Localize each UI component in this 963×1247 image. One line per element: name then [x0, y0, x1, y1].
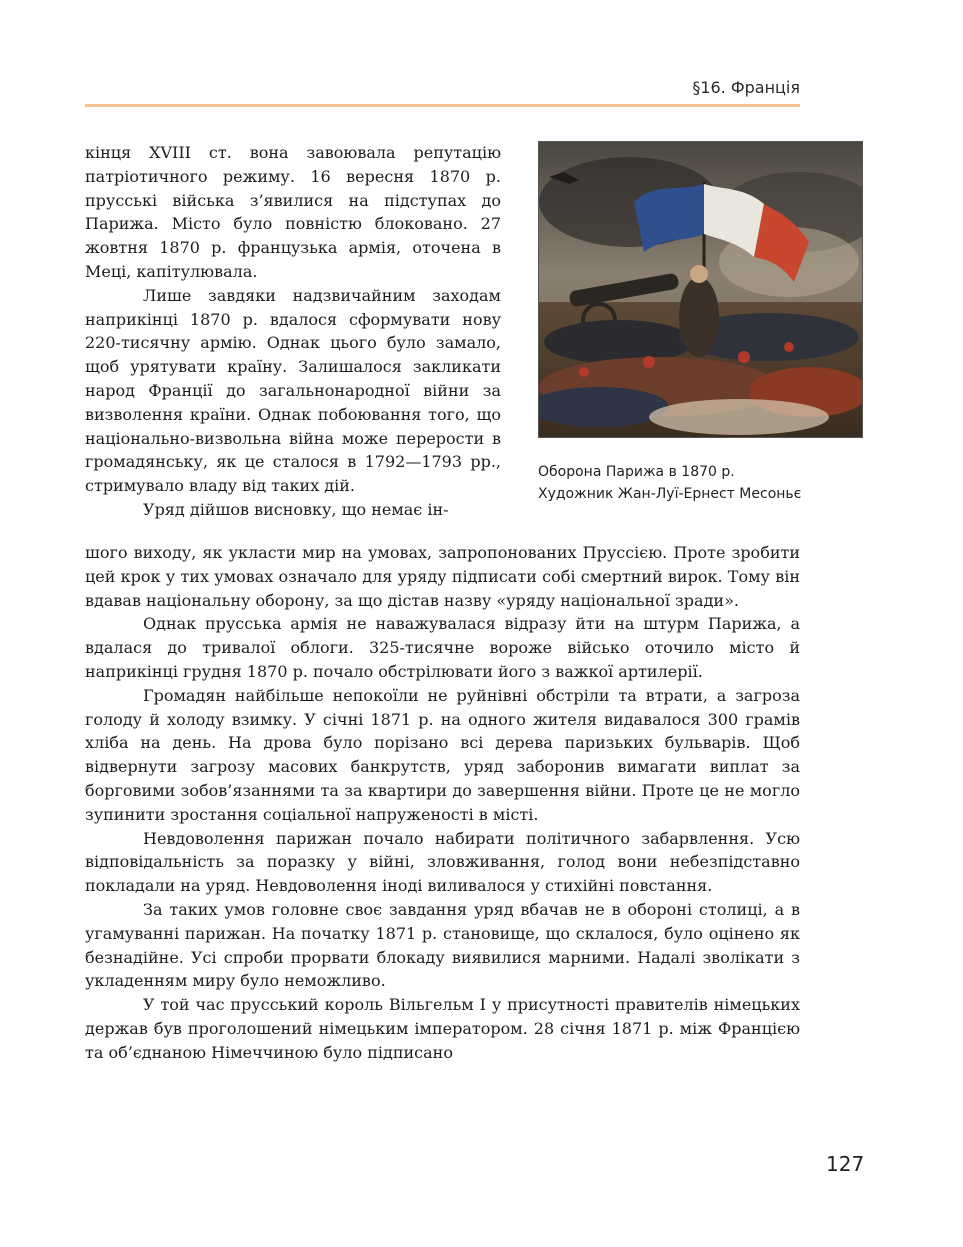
page-number: 127: [826, 1152, 865, 1176]
header-divider: [85, 104, 800, 107]
paragraph: Лише завдяки надзвичайним заходам наприкінці 1870 р. вдалося сформувати нову 220-тисячну армію. Однак цього було замало, щоб урятувати країну. Залишалося закликати народ Франції до загальнонародної війни за визволення країни. Однак побоювання того, що національно-визвольна війна може перерости в громадянську, як це сталося в 1792—1793 рр., стримувало владу від таких дій.: [85, 285, 501, 496]
painting-image: [539, 142, 862, 437]
body-text-column-narrow: [85, 141, 501, 522]
paragraph: Невдоволення парижан почало набирати політичного забарвлення. Усю відповідальність за поразку у війні, зловживання, голод вони небезпідставно покладали на уряд. Невдоволення іноді виливалося у стихійні повстання.: [85, 828, 800, 896]
paragraph: Однак прусська армія не наважувалася відразу йти на штурм Парижа, а вдалася до тривалої облоги. 325-тисячне вороже військо оточило місто й наприкінці грудня 1870 р. почало обстрілювати його з важкої артилерії.: [85, 614, 800, 681]
section-header: §16. Франція: [692, 78, 800, 97]
paragraph: шого виходу, як укласти мир на умовах, запропонованих Пруссією. Проте зробити цей крок у тих умовах означало для уряду підписати собі смертний вирок. Тому він вдавав національну оборону, за що дістав назву «уряду національної зради».: [85, 543, 800, 610]
body-text-column-wide: [85, 541, 800, 1065]
caption-title: Оборона Парижа в 1870 р.: [538, 464, 735, 480]
paragraph: У той час прусський король Вільгельм I у присутності правителів німецьких держав був проголошений німецьким імператором. 28 січня 1871 р. між Францією та об’єднаною Німеччиною було підписано: [85, 995, 800, 1062]
paragraph: кінця XVIII ст. вона завоювала репутацію патріотичного режиму. 16 вересня 1870 р. прусські війська з’явилися на підступах до Парижа. Місто було повністю блоковано. 27 жовтня 1870 р. французька армія, оточена в Меці, капітулювала.: [85, 143, 501, 281]
paragraph: За таких умов головне своє завдання уряд вбачав не в обороні столиці, а в угамуванні парижан. На початку 1871 р. становище, що склалося, було оцінено як безнадійне. Усі спроби прорвати блокаду виявилися марними. Надалі зволікати з укладенням миру було неможливо.: [85, 899, 800, 991]
figure-caption: [538, 461, 868, 505]
paragraph: Уряд дійшов висновку, що немає ін-: [143, 499, 449, 519]
paragraph: Громадян найбільше непокоїли не руйнівні обстріли та втрати, а загроза голоду й холоду взимку. У січні 1871 р. на одного жителя видавалося 300 грамів хліба на день. На дрова було порізано всі дерева паризьких бульварів. Щоб відвернути загрозу масових банкрутств, уряд заборонив вимагати виплат за борговими зобов’язаннями та за квартири до завершення війни. Проте це не могло зупинити зростання соціальної напруженості в місті.: [85, 685, 800, 824]
caption-artist: Художник Жан-Луї-Ернест Месоньє: [538, 486, 802, 502]
painting-defense-of-paris: [538, 141, 863, 438]
